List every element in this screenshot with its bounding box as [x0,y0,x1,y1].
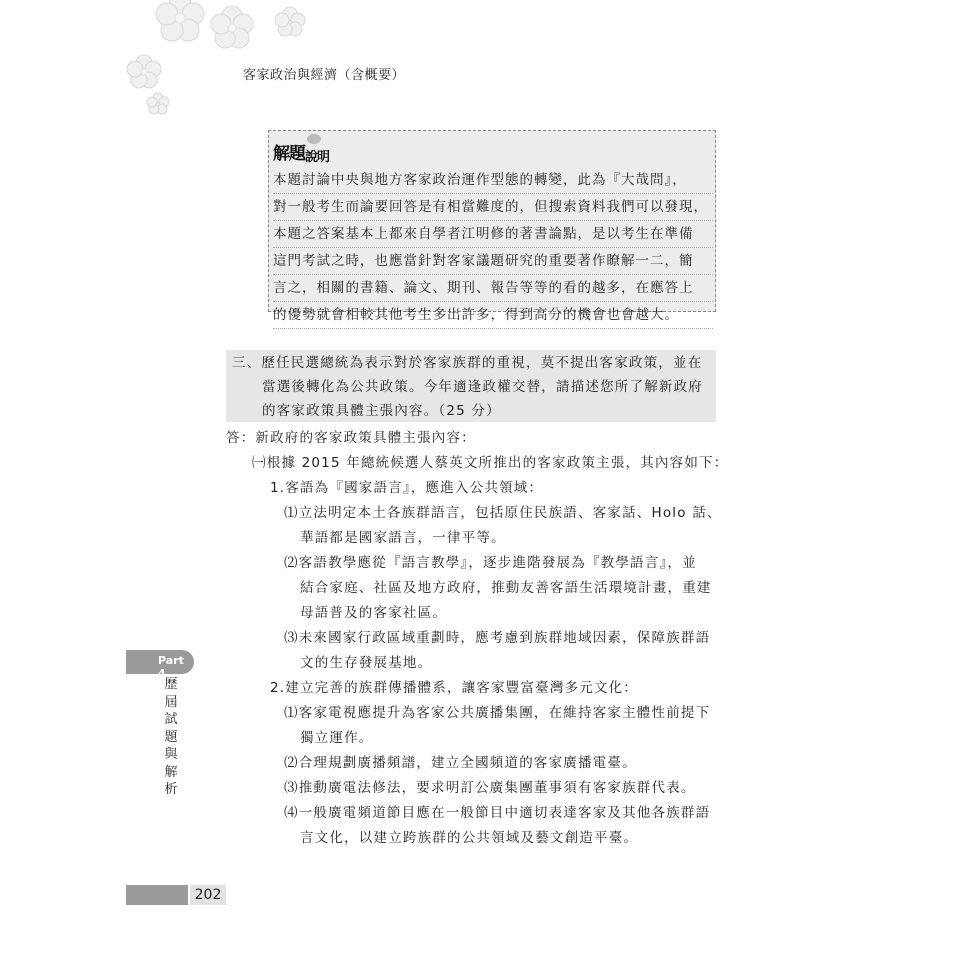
answer-section-heading: ㈠根據 2015 年總統候選人蔡英文所推出的客家政策主張，其內容如下： [252,455,729,471]
solution-line: 言之，相關的書籍、論文、期刊、報告等等的看的越多，在應答上 [273,275,713,302]
solution-line: 本題之答案基本上都來自學者江明修的著書論點，是以考生在準備 [273,221,713,248]
answer-subitem: ⑶推動廣電法修法，要求明訂公廣集團董事須有客家族群代表。 [284,780,696,796]
solution-explanation-box [268,130,716,323]
running-header: 客家政治與經濟（含概要） [243,68,406,83]
part-label: Part 4 [158,654,184,680]
answer-subitem-cont: 華語都是國家語言，一律平等。 [300,530,506,546]
answer-subitem: ⑴立法明定本土各族群語言，包括原住民族語、客家話、Holo 話、 [284,505,722,521]
solution-line: 對一般考生而論要回答是有相當難度的，但搜索資料我們可以發現， [273,194,713,221]
solution-line: 的優勢就會相較其他考生多出許多，得到高分的機會也會越大。 [273,302,713,329]
answer-subitem: ⑵合理規劃廣播頻譜，建立全國頻道的客家廣播電臺。 [284,755,637,771]
answer-item-heading: 2.建立完善的族群傳播體系，讓客家豐富臺灣多元文化： [270,680,639,696]
solution-title [273,139,329,164]
answer-intro: 答：新政府的客家政策具體主張內容： [226,430,476,446]
answer-subitem-cont: 言文化，以建立跨族群的公共領域及藝文創造平臺。 [300,830,639,846]
solution-text [273,167,713,329]
answer-subitem-cont: 獨立運作。 [300,730,374,746]
answer-subitem-cont: 母語普及的客家社區。 [300,605,447,621]
answer-item-heading: 1.客語為『國家語言』，應進入公共領域： [270,480,544,496]
answer-subitem: ⑴客家電視應提升為客家公共廣播集團，在維持客家主體性前提下 [284,705,711,721]
answer-subitem-cont: 結合家庭、社區及地方政府，推動友善客語生活環境計畫，重建 [300,580,712,596]
part-tab [126,650,194,680]
solution-title-sub: 說明 [305,150,330,165]
question-line: 的客家政策具體主張內容。（25 分） [262,403,501,419]
answer-subitem-cont: 文的生存發展基地。 [300,655,433,671]
section-side-label: 歷屆試題與解析 [164,677,178,797]
answer-subitem: ⑷一般廣電頻道節目應在一般節目中適切表達客家及其他各族群語 [284,805,711,821]
answer-subitem: ⑶未來國家行政區域重劃時，應考慮到族群地域因素，保障族群語 [284,630,711,646]
page-bar [126,885,188,905]
page-number: 202 [190,885,226,905]
question-line: 當選後轉化為公共政策。今年適逢政權交替，請描述您所了解新政府 [262,379,703,395]
solution-line: 這門考試之時，也應當針對客家議題研究的重要著作瞭解一二，簡 [273,248,713,275]
flower-decoration [120,0,320,120]
answer-subitem: ⑵客語教學應從『語言教學』，逐步進階發展為『教學語言』，並 [284,555,697,571]
solution-title-main: 解題 [273,144,305,164]
solution-line: 本題討論中央與地方客家政治運作型態的轉變，此為『大哉問』， [273,167,713,194]
question-line: 三、歷任民選總統為表示對於客家族群的重視，莫不提出客家政策，並在 [232,355,703,371]
